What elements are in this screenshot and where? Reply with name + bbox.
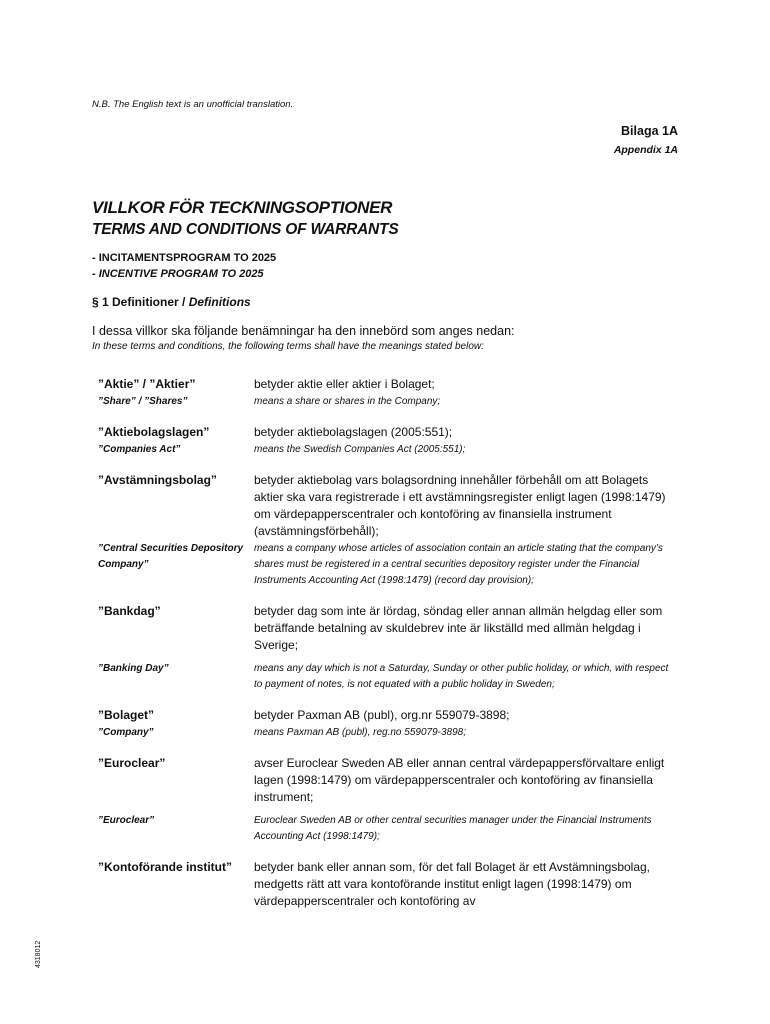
- definition-sv: [98, 755, 678, 806]
- desc-sv: betyder dag som inte är lördag, söndag eller annan allmän helgdag eller som beträffande betalning av skuldebrev inte är likställd med allmän helgdag i Sverige;: [254, 604, 663, 652]
- desc-sv: betyder aktiebolag vars bolagsordning innehåller förbehåll om att Bolagets aktier ska vara registrerade i ett avstämningsregister enligt lagen (1998:1479) om värdepapperscentraler och kontoföring av finansiella instrument (avstämningsförbehåll);: [254, 473, 666, 538]
- desc-en: means a share or shares in the Company;: [254, 396, 441, 407]
- desc-sv: betyder bank eller annan som, för det fall Bolaget är ett Avstämningsbolag, medgetts rätt att vara kontoförande institut enligt lagen (1998:1479) om värdepapperscentraler och kontoföring av: [254, 860, 651, 908]
- appendix-label: [614, 124, 678, 156]
- translation-note: N.B. The English text is an unofficial translation.: [92, 99, 294, 110]
- desc-sv: betyder Paxman AB (publ), org.nr 559079-3898;: [254, 708, 510, 722]
- desc-en: means Paxman AB (publ), reg.no 559079-3898;: [254, 727, 466, 738]
- desc-en: means any day which is not a Saturday, Sunday or other public holiday, or which, with respect to payment of notes, is not equated with a public holiday in Sweden;: [254, 663, 669, 690]
- definition-sv: [98, 859, 678, 910]
- definition-en: [98, 541, 678, 589]
- subtitle-sv: - INCITAMENTSPROGRAM TO 2025: [92, 252, 277, 264]
- appendix-sv: Bilaga 1A: [621, 124, 678, 138]
- definition-sv: [98, 376, 678, 393]
- section-heading: [92, 295, 251, 309]
- term-sv: ”Bankdag”: [98, 604, 161, 618]
- desc-sv: betyder aktiebolagslagen (2005:551);: [254, 425, 453, 439]
- definition-en: [98, 725, 678, 741]
- term-sv: ”Aktie” / ”Aktier”: [98, 377, 196, 391]
- term-sv: ”Euroclear”: [98, 756, 166, 770]
- term-en: ”Company”: [98, 727, 154, 738]
- term-en: ”Banking Day”: [98, 663, 169, 674]
- definition-en: [98, 661, 678, 693]
- title-sv: VILLKOR FÖR TECKNINGSOPTIONER: [92, 198, 393, 217]
- desc-en: means the Swedish Companies Act (2005:551);: [254, 444, 466, 455]
- section-heading-en: Definitions: [188, 295, 251, 309]
- definition-sv: [98, 424, 678, 441]
- term-sv: ”Bolaget”: [98, 708, 155, 722]
- subtitle-en: - INCENTIVE PROGRAM TO 2025: [92, 268, 264, 280]
- intro-en: In these terms and conditions, the following terms shall have the meanings stated below:: [92, 341, 484, 352]
- document-titles: [92, 198, 398, 239]
- definitions-list: [98, 376, 678, 910]
- desc-sv: avser Euroclear Sweden AB eller annan central värdepappersförvaltare enligt lagen (1998:1479) om värdepapperscentraler och kontoföring av finansiella instrument;: [254, 756, 665, 804]
- desc-sv: betyder aktie eller aktier i Bolaget;: [254, 377, 435, 391]
- desc-en: means a company whose articles of association contain an article stating that the company’s shares must be registered in a central securities depository register under the Financial Instruments Accounting Act (1998:1479) (record day provision);: [254, 543, 663, 586]
- term-sv: ”Aktiebolagslagen”: [98, 425, 210, 439]
- appendix-en: Appendix 1A: [613, 144, 678, 156]
- definition-en: [98, 813, 678, 845]
- definition-sv: [98, 603, 678, 654]
- term-sv: ”Avstämningsbolag”: [98, 473, 217, 487]
- term-en: ”Euroclear”: [98, 815, 155, 826]
- term-en: ”Share” / ”Shares”: [98, 396, 188, 407]
- subtitles: [92, 250, 276, 282]
- definition-en: [98, 442, 678, 458]
- intro-sv: I dessa villkor ska följande benämningar ha den innebörd som anges nedan:: [92, 324, 515, 338]
- term-en: ”Companies Act”: [98, 444, 181, 455]
- definition-sv: [98, 707, 678, 724]
- definition-sv: [98, 472, 678, 540]
- desc-en: Euroclear Sweden AB or other central securities manager under the Financial Instruments Accounting Act (1998:1479);: [254, 815, 652, 842]
- definition-en: [98, 394, 678, 410]
- term-sv: ”Kontoförande institut”: [98, 860, 232, 874]
- section-heading-sv: § 1 Definitioner /: [92, 295, 186, 309]
- term-en: ”Central Securities Depository Company”: [98, 543, 244, 570]
- document-code: 4318012: [35, 940, 42, 968]
- intro: [92, 324, 692, 352]
- title-en: TERMS AND CONDITIONS OF WARRANTS: [92, 221, 399, 238]
